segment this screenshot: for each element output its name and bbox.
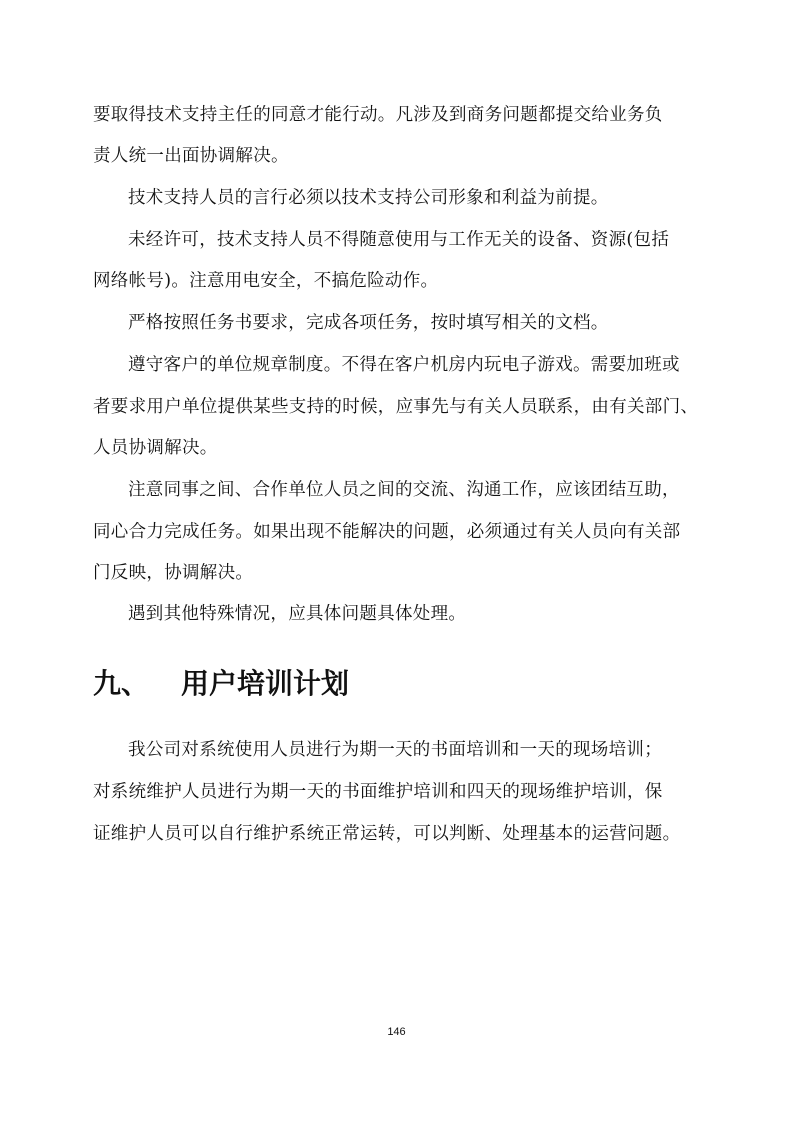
paragraph-line: 遇到其他特殊情况，应具体问题具体处理。 [128,604,467,624]
page-number: 146 [387,1026,406,1038]
section-number: 九、 [93,667,150,700]
paragraph-line: 要取得技术支持主任的同意才能行动。凡涉及到商务问题都提交给业务负 [93,105,663,125]
section-title: 用户培训计划 [181,667,350,700]
paragraph-line: 对系统维护人员进行为期一天的书面维护培训和四天的现场维护培训，保 [93,782,663,802]
paragraph-line: 者要求用户单位提供某些支持的时候，应事先与有关人员联系，由有关部门、 [93,397,699,417]
paragraph-line: 未经许可，技术支持人员不得随意使用与工作无关的设备、资源(包括 [128,230,670,250]
paragraph-line: 门反映，协调解决。 [93,563,254,583]
paragraph-line: 证维护人员可以自行维护系统正常运转，可以判断、处理基本的运营问题。 [93,824,681,844]
paragraph-line: 我公司对系统使用人员进行为期一天的书面培训和一天的现场培训； [128,740,662,760]
paragraph-line: 责人统一出面协调解决。 [93,146,289,166]
paragraph-line: 技术支持人员的言行必须以技术支持公司形象和利益为前提。 [128,188,609,208]
paragraph-line: 同心合力完成任务。如果出现不能解决的问题，必须通过有关人员向有关部 [93,522,681,542]
paragraph-line: 严格按照任务书要求，完成各项任务，按时填写相关的文档。 [128,313,609,333]
paragraph-line: 人员协调解决。 [93,438,218,458]
paragraph-line: 注意同事之间、合作单位人员之间的交流、沟通工作，应该团结互助， [128,480,680,500]
section-heading [93,666,349,702]
paragraph-line: 网络帐号)。注意用电安全，不搞危险动作。 [93,271,439,291]
paragraph-line: 遵守客户的单位规章制度。不得在客户机房内玩电子游戏。需要加班或 [128,355,680,375]
